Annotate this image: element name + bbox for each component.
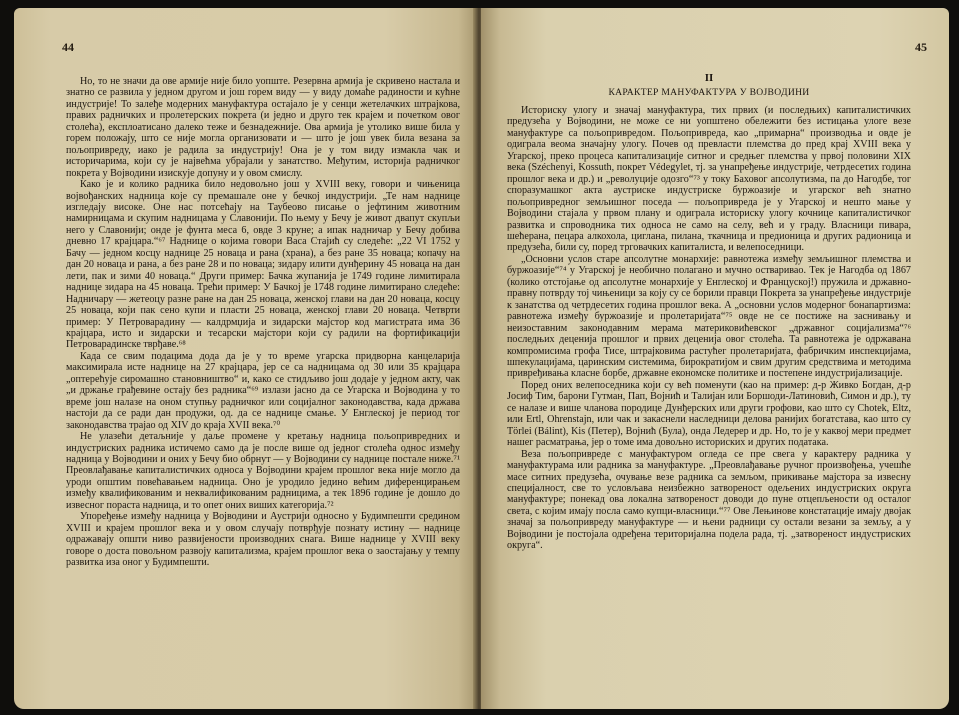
left-page: [14, 8, 477, 709]
paragraph: Како је и колико радника било недовољно још у XVIII веку, говори и чињеница војвођанских надница које су премашале оне у бечкој индустрији. „Те нам наднице изгледају високе. Оне нас потсећају на Таубеово писање о јефтиним животним намирницама и скупим надницама у Славонији. По њему у Бечу је живот двапут скупљи него у Славонији; онде је фунта меса 6, овде 3 круне; а ипак надничар у Бечу добива дневно 17 крајцара.“⁶⁷ Наднице о којима говори Васа Стајић су следеће: „22 VI 1752 у Бачу — једном косцу наднице 25 новаца и рана (храна), а без ране 35 новаца; копачу на дан 20 новаца и рана, а без ране 28 и по новаца; зидару илити дунђерину 45 новаца на дан лети, пак и зими 40 новаца.“ Други пример: Бачка жупанија је 1749 године лимитирала наднице зидара на 45 новаца. Трећи пример: У Бачкој је 1748 године лимитирано следеће: Надничару — жетеоцу разне ране на дан 25 новаца, женској глави на дан 20 новаца, косцу 25 новаца, који пак сено купи и пласти 25 новаца, женској глави 20 новаца. Четврти пример: У Петроварадину — калдрмџија и зидарски мајстор код магистрата има 36 крајцара, исто и зидарски и тесарски мајстори који су радили на фортификацији Петроварадинске тврђаве.⁶⁸: [66, 179, 460, 351]
left-page-body: [66, 76, 460, 568]
page-number-left: 44: [62, 40, 74, 54]
paragraph: Историску улогу и значај мануфактура, тих првих (и последњих) капиталистичких предузећа у Војводини, не може се ни уопштено обележити без истицања улоге везе мануфактуре са пољопривредом. Пољопривреда, као „примарна“ производња и овде је одиграла веома значајну улогу. Почев од превласти племства до пред крај XVIII века у Угарској, преко процеса капитализације ситног и средњег племства у првој половини XIX века (Széchenyi, Kossuth, покрет Védegylet, тј. за унапређење индустрије, четрдесетих година прошлог века и др.) и „револуције одозго“⁷³ у току Баховог апсолутизма, па до Нагодбе, тог споразумашког акта аустриске индустриске буржоазије и угарског већ знатно пољопривредног земљишног поседа — пољопривреда је у Угарској и нешто мање у Војводини стајала у првом плану и одиграла историску улогу кочнице капиталистичког развитка и спроводника тих односа не само на селу, већ и у граду. Власници пивара, шећерана, пецара алкохола, циглана, пилана, ткачница и предионица и других радионица и предузећа, били су, поред трговачких капиталиста, и велепоседници.: [507, 105, 911, 254]
chapter-title: КАРАКТЕР МАНУФАКТУРА У ВОЈВОДИНИ: [608, 87, 810, 98]
chapter-number: II: [704, 72, 714, 84]
paragraph: Када се свим подацима дода да је у то време угарска придворна канцеларија максимирала исте наднице на 27 крајцара, јер се са надницама од 30 или 35 крајцара „оптерећује сиромашно становништво“ и, како се стидљиво још додаје у једном акту, чак „и држање грађевине остају без радника“⁶⁹ излази јасно да се Угарска и Војводина у то време још налазе на оном ступњу радничког или социјалног законодавства, када држава настоји да се ради дан продужи, од. да се наднице смање. У Енглеској је период тог законодавства трајао од XIV до краја XVII века.⁷⁰: [66, 350, 460, 431]
paragraph: Веза пољопривреде с мануфактуром огледа се пре свега у карактеру радника у мануфактурама или радника за мануфактуре. „Преовлађавање ручног произвођења, учешће масе ситних предузећа, очување везе радника са земљом, прикивање мајстора за извесну специјалност, све то условљава неизбежно затвореност одељених индустриских округа мануфактуре; понекад ова локална затвореност доводи до пуне отцепљености од осталог света, с којим имају посла само купци-власници.“⁷⁷ Ове Лењинове констатације имају двојак значај за пољопривреду мануфактуре — и њени радници су остали везани за земљу, а у Војводини је постојала одређена територијална подела рада, тј. „затвореност индустриских округа“.: [507, 448, 911, 552]
right-page: [481, 8, 949, 709]
paragraph: Упоређење између надница у Војводини и Аустрији односно у Будимпешти средином XVIII и крајем прошлог века и у овом случају потврђује познату истину — наднице одражавају општи ниво развијености производних снага. Више наднице у XVIII веку говоре о доста повољном развоју капитализма, крајем прошлог века о заостајању у темпу развитка иза оног у Будимпешти.: [66, 511, 460, 569]
paragraph: „Основни услов старе апсолутне монархије: равнотежа између земљишног племства и буржоазије“⁷⁴ у Угарској је необично полагано и мучно остваривао. Тек је Нагодба од 1867 (колико отстојање од апсолутне монархије у Енглеској и Француској!) пружила и државно-правну потврду тој чињеници за коју су се борили правци Покрета за унапређење индустрије к занатства од четрдесетих година прошлог века. А „основни услов модерног бонапартизма: равнотежа између буржоазије и пролетаријата“⁷⁵ овде не се постиже на заснивању и неизоставним законодавним мерама материковићевског „државног социјализма“⁷⁶ последњих деценија прошлог и првих деценија овог столећа. Та равнотежа је одржавана компромисима грофа Тисе, штрајковима растућег пролетаријата, фабричким инспекцијама, шпекулацијама, царинским системима, бирократијом и свим другим средствима и методима привређивања класне борбе, државне економске политике и постепене индустријализације.: [507, 253, 911, 380]
paragraph: Поред оних велепоседника који су већ поменути (као на пример: д-р Живко Богдан, д-р Јосиф Тим, барони Гутман, Пап, Војнић и Талијан или Боршоди-Латиновић, Симон и др.), ту се налазе и више чланова породице Дунђерских или други грофови, као што су Chotek, Eltz, или Ertl, Ohrenstajn, или чак и закаснели наследници делова ранијих богатстава, као што су Törlei (Bálint), Kis (Петер), Војнић (Була), онда Ледерер и др. Но, то је у каквој мери предмет нашег расматрања, јер о томе има довољно историских и других података.: [507, 379, 911, 449]
page-number-right: 45: [915, 40, 927, 54]
paragraph: Не улазећи детаљније у даље промене у кретању надница пољопривредних и индустриских радника истичемо само да је после више од једног столећа однос између надница у Војводини и оних у Бечу био обрнут — у Војводини су наднице постале ниже.⁷¹ Преовлађавање капиталистичких односа у Војводини крајем прошлог века није могло да уроди општим повећавањем надница. Оно је уродило једино већим диференцирањем између квалификованим и неквалификованим радницима, а тек 1896 године је дошло до извесног пораста надница, и то опет оних виших категорија.⁷²: [66, 431, 460, 511]
right-page-body: [507, 105, 911, 552]
paragraph: Но, то не значи да ове армије није било уопште. Резервна армија је скривено настала и знатно се развила у једном другом и још горем виду — у виду домаће радиности и кућне индустрије! То залеђе модерних мануфактура остајало је у сенци жетелачких штрајкова, правих радничких и пролетерских покрета (и једно и друго тек крајем и почетком овог столећа), експлоатисано далеко теже и безнадежније. Ова армија је утолико више била у горем положају, што се није могла организовати и — што је још увек била везана за пољопривреду, иако је радила за индустрију! Она је у том виду измакла чак и историчарима, који су је највећма убрајали у занатство. Међутим, историја радничког покрета у Војводини изискује допуну и у овом смислу.: [66, 76, 460, 179]
